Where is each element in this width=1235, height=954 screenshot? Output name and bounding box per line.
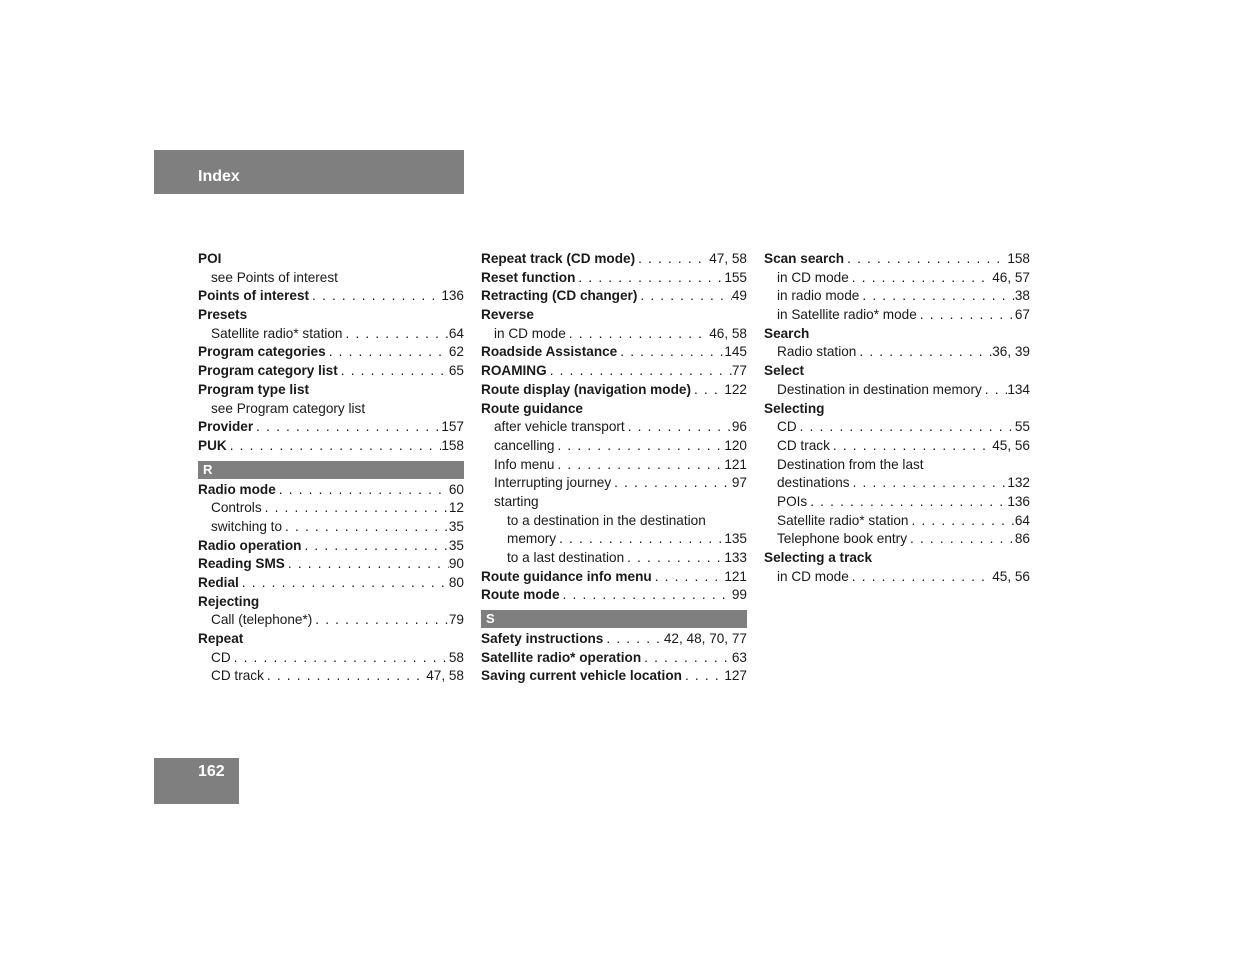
index-term: Presets xyxy=(198,307,248,323)
dot-leader xyxy=(285,555,449,574)
index-entry xyxy=(764,512,1030,531)
page-reference: 155 xyxy=(724,269,747,285)
dot-leader xyxy=(859,287,1015,306)
page-reference: 64 xyxy=(1014,512,1030,528)
section-letter-header: R xyxy=(198,461,464,479)
dot-leader xyxy=(807,493,1007,512)
dot-leader xyxy=(566,325,709,344)
dot-leader xyxy=(338,362,449,381)
index-term: Route guidance xyxy=(481,400,583,416)
index-term: Interrupting journey xyxy=(494,475,612,491)
dot-leader xyxy=(556,530,724,549)
page-reference: 121 xyxy=(724,456,747,472)
dot-leader xyxy=(603,630,663,649)
index-term: Program category list xyxy=(198,363,338,379)
index-entry xyxy=(764,456,1030,475)
index-term: POI xyxy=(198,251,222,266)
index-entry xyxy=(198,287,464,306)
index-entry xyxy=(481,649,747,668)
index-entry xyxy=(198,667,464,686)
index-entry xyxy=(764,568,1030,587)
index-entry xyxy=(481,306,747,325)
index-term: see Points of interest xyxy=(211,269,338,285)
index-entry xyxy=(198,555,464,574)
index-term: to a destination in the destination xyxy=(507,512,706,528)
index-entry xyxy=(481,343,747,362)
index-entry xyxy=(198,630,464,649)
index-term: CD xyxy=(211,649,231,665)
dot-leader xyxy=(635,250,709,269)
index-entry xyxy=(198,306,464,325)
index-entry xyxy=(198,325,464,344)
index-term: Satellite radio* operation xyxy=(481,649,642,665)
index-term: Reset function xyxy=(481,269,576,285)
index-entry xyxy=(198,611,464,630)
dot-leader xyxy=(982,381,1008,400)
page-reference: 47, 58 xyxy=(426,668,464,684)
index-entry xyxy=(481,269,747,288)
index-term: in CD mode xyxy=(777,269,849,285)
dot-leader xyxy=(682,667,724,686)
index-entry xyxy=(198,400,464,419)
index-entry xyxy=(481,586,747,605)
dot-leader xyxy=(652,568,725,587)
index-term: ROAMING xyxy=(481,363,547,379)
index-term: Destination in destination memory xyxy=(777,381,982,397)
index-entry xyxy=(764,343,1030,362)
page-reference: 58 xyxy=(448,649,464,665)
index-term: Safety instructions xyxy=(481,631,604,647)
page-reference: 158 xyxy=(441,437,464,453)
index-entry xyxy=(481,400,747,419)
page-reference: 67 xyxy=(1014,307,1030,323)
dot-leader xyxy=(554,456,724,475)
index-term: memory xyxy=(507,531,557,547)
index-term: Call (telephone*) xyxy=(211,612,313,628)
index-entry xyxy=(481,287,747,306)
dot-leader xyxy=(691,381,724,400)
dot-leader xyxy=(625,418,732,437)
index-term: see Program category list xyxy=(211,400,366,416)
index-term: Telephone book entry xyxy=(777,531,907,547)
index-entry xyxy=(764,437,1030,456)
page-reference: 120 xyxy=(724,437,747,453)
index-term: Program type list xyxy=(198,381,310,397)
index-term: Destination from the last xyxy=(777,456,924,472)
index-term: destinations xyxy=(777,475,850,491)
index-term: CD track xyxy=(777,437,830,453)
index-term: Points of interest xyxy=(198,288,310,304)
page-reference: 55 xyxy=(1014,419,1030,435)
page-reference: 62 xyxy=(448,344,464,360)
page-reference: 97 xyxy=(731,475,747,491)
index-entry xyxy=(764,362,1030,381)
page-reference: 79 xyxy=(448,612,464,628)
dot-leader xyxy=(617,343,724,362)
dot-leader xyxy=(850,474,1008,493)
index-term: Retracting (CD changer) xyxy=(481,288,638,304)
index-column-3 xyxy=(764,250,1030,586)
dot-leader xyxy=(560,586,732,605)
index-entry xyxy=(481,456,747,475)
dot-leader xyxy=(907,530,1015,549)
dot-leader xyxy=(312,611,449,630)
index-term: Radio mode xyxy=(198,481,276,497)
page-reference: 46, 57 xyxy=(992,269,1030,285)
dot-leader xyxy=(264,667,426,686)
index-term: Reverse xyxy=(481,307,534,323)
index-header xyxy=(154,150,464,194)
dot-leader xyxy=(262,499,449,518)
page-reference: 63 xyxy=(731,649,747,665)
index-entry xyxy=(481,512,747,531)
dot-leader xyxy=(326,343,449,362)
index-entry xyxy=(764,269,1030,288)
dot-leader xyxy=(844,250,1007,269)
dot-leader xyxy=(227,437,442,456)
index-term: CD xyxy=(777,419,797,435)
dot-leader xyxy=(830,437,992,456)
index-term: in radio mode xyxy=(777,288,860,304)
index-term: Route mode xyxy=(481,587,560,603)
dot-leader xyxy=(301,537,448,556)
index-term: Selecting a track xyxy=(764,550,873,565)
page-reference: 80 xyxy=(448,575,464,590)
page-reference: 121 xyxy=(724,568,747,584)
dot-leader xyxy=(554,437,724,456)
index-term: Repeat track (CD mode) xyxy=(481,251,636,266)
index-entry xyxy=(198,574,464,593)
dot-leader xyxy=(641,649,732,668)
dot-leader xyxy=(624,549,724,568)
index-term: POIs xyxy=(777,493,808,509)
index-term: Satellite radio* station xyxy=(777,512,909,528)
index-term: Redial xyxy=(198,575,239,590)
index-entry xyxy=(198,362,464,381)
page-reference: 46, 58 xyxy=(709,325,747,341)
page-reference: 77 xyxy=(731,363,747,379)
page-reference: 45, 56 xyxy=(992,568,1030,584)
dot-leader xyxy=(276,481,449,500)
index-entry xyxy=(198,418,464,437)
index-entry xyxy=(198,649,464,668)
index-term: Info menu xyxy=(494,456,555,472)
index-term: Provider xyxy=(198,419,254,435)
dot-leader xyxy=(282,518,449,537)
page-reference: 135 xyxy=(724,531,747,547)
page-reference: 99 xyxy=(731,587,747,603)
index-entry xyxy=(198,499,464,518)
index-term: Radio station xyxy=(777,344,857,360)
index-term: in Satellite radio* mode xyxy=(777,307,917,323)
dot-leader xyxy=(611,474,732,493)
dot-leader xyxy=(253,418,441,437)
dot-leader xyxy=(917,306,1015,325)
index-term: Rejecting xyxy=(198,593,260,609)
page-reference: 64 xyxy=(448,325,464,341)
index-entry xyxy=(481,325,747,344)
index-term: cancelling xyxy=(494,437,555,453)
index-term: Selecting xyxy=(764,400,825,416)
index-entry xyxy=(481,530,747,549)
page-number-tab xyxy=(154,758,239,804)
page-title: Index xyxy=(198,168,240,185)
dot-leader xyxy=(575,269,724,288)
index-entry xyxy=(481,474,747,493)
dot-leader xyxy=(547,362,732,381)
index-term: Scan search xyxy=(764,251,845,266)
index-term: to a last destination xyxy=(507,550,625,565)
dot-leader xyxy=(231,649,449,668)
index-term: PUK xyxy=(198,437,227,453)
page-reference: 96 xyxy=(731,419,747,435)
index-entry xyxy=(198,381,464,400)
dot-leader xyxy=(856,343,992,362)
page-reference: 122 xyxy=(724,381,747,397)
dot-leader xyxy=(849,269,992,288)
section-letter-header: S xyxy=(481,610,747,628)
page-reference: 127 xyxy=(724,668,747,684)
page-reference: 12 xyxy=(448,500,464,516)
page-reference: 136 xyxy=(441,288,464,304)
page-reference: 60 xyxy=(448,481,464,497)
index-entry xyxy=(198,537,464,556)
index-entry xyxy=(198,250,464,269)
index-entry xyxy=(764,250,1030,269)
dot-leader xyxy=(309,287,441,306)
index-entry xyxy=(198,437,464,456)
index-column-2 xyxy=(481,250,747,686)
index-term: Saving current vehicle location xyxy=(481,668,682,684)
index-term: Controls xyxy=(211,500,262,516)
page-reference: 86 xyxy=(1014,531,1030,547)
index-entry xyxy=(198,343,464,362)
index-term: Reading SMS xyxy=(198,556,285,572)
index-entry xyxy=(481,362,747,381)
index-entry xyxy=(764,325,1030,344)
index-term: CD track xyxy=(211,668,264,684)
page-reference: 38 xyxy=(1014,288,1030,304)
page-reference: 134 xyxy=(1007,381,1030,397)
index-term: Roadside Assistance xyxy=(481,344,618,360)
dot-leader xyxy=(239,574,449,593)
page-reference: 65 xyxy=(448,363,464,379)
index-term: Route display (navigation mode) xyxy=(481,381,691,397)
index-entry xyxy=(481,381,747,400)
index-term: Repeat xyxy=(198,631,244,647)
page-reference: 132 xyxy=(1007,475,1030,491)
dot-leader xyxy=(908,512,1014,531)
page-reference: 35 xyxy=(448,537,464,553)
page-reference: 45, 56 xyxy=(992,437,1030,453)
page-reference: 90 xyxy=(448,556,464,572)
page-reference: 35 xyxy=(448,518,464,534)
page-reference: 42, 48, 70, 77 xyxy=(663,631,747,647)
index-entry xyxy=(764,493,1030,512)
index-entry xyxy=(481,418,747,437)
page-reference: 136 xyxy=(1007,493,1030,509)
dot-leader xyxy=(849,568,992,587)
index-entry xyxy=(481,630,747,649)
index-entry xyxy=(764,287,1030,306)
index-entry xyxy=(481,568,747,587)
index-entry xyxy=(481,250,747,269)
index-entry xyxy=(481,493,747,512)
index-term: after vehicle transport xyxy=(494,419,625,435)
index-entry xyxy=(764,400,1030,419)
page-reference: 36, 39 xyxy=(992,344,1030,360)
page-reference: 133 xyxy=(724,550,747,565)
page-reference: 145 xyxy=(724,344,747,360)
index-term: Radio operation xyxy=(198,537,302,553)
index-term: Satellite radio* station xyxy=(211,325,343,341)
page-reference: 158 xyxy=(1007,251,1030,266)
index-term: switching to xyxy=(211,518,283,534)
index-entry xyxy=(481,437,747,456)
page-reference: 157 xyxy=(441,419,464,435)
dot-leader xyxy=(797,418,1015,437)
index-entry xyxy=(481,667,747,686)
page-reference: 47, 58 xyxy=(709,251,747,266)
index-entry xyxy=(764,549,1030,568)
index-term: Program categories xyxy=(198,344,326,360)
index-term: in CD mode xyxy=(777,568,849,584)
dot-leader xyxy=(342,325,448,344)
index-column-1 xyxy=(198,250,464,686)
dot-leader xyxy=(637,287,732,306)
index-entry xyxy=(198,269,464,288)
index-entry xyxy=(764,474,1030,493)
index-entry xyxy=(198,593,464,612)
index-entry xyxy=(764,381,1030,400)
index-term: in CD mode xyxy=(494,325,566,341)
index-term: Search xyxy=(764,325,810,341)
index-entry xyxy=(198,481,464,500)
page-reference: 49 xyxy=(731,288,747,304)
index-entry xyxy=(764,530,1030,549)
index-entry xyxy=(764,306,1030,325)
index-entry xyxy=(764,418,1030,437)
page-number: 162 xyxy=(198,763,225,780)
index-term: Select xyxy=(764,363,805,379)
index-entry xyxy=(198,518,464,537)
index-term: starting xyxy=(494,493,539,509)
index-entry xyxy=(481,549,747,568)
index-term: Route guidance info menu xyxy=(481,568,652,584)
